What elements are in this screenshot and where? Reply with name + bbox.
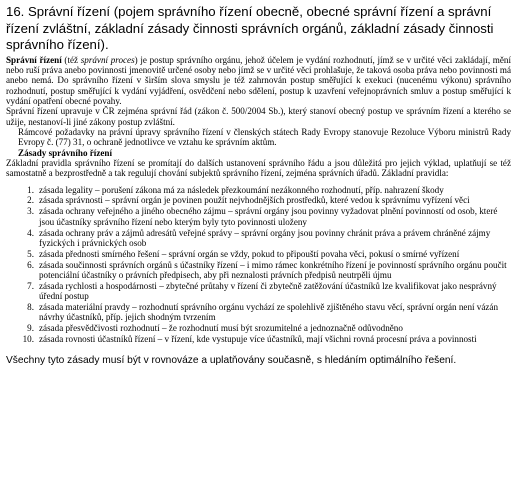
- list-item-text: zásada materiální pravdy – rozhodnutí správního orgánu vychází ze spolehlivě zjištěného stavu věcí, správní orgán není vázán návrhy účastníků, příp. jejich shodným tvrzením: [39, 301, 498, 323]
- list-item: [6, 185, 511, 195]
- list-item-text: zásada rovnosti účastníků řízení – v řízení, kde vystupuje více účastníků, mají všichni rovná procesní práva a povinnosti: [39, 333, 477, 344]
- conclusion-paragraph: Všechny tyto zásady musí být v rovnováze a uplatňovány současně, s hledáním optimálního řešení.: [6, 355, 457, 367]
- list-item-text: zásada správnosti – správní orgán je povinen použít nejvhodnějších prostředků, které vedou k správnímu vyřízení věci: [39, 195, 470, 206]
- list-item: [6, 228, 511, 249]
- list-item: [6, 195, 511, 205]
- list-item: [6, 249, 511, 259]
- list-item-text: zásada součinnosti správních orgánů s účastníky řízení – i mimo rámec konkrétního řízení je povinností správního orgánu poučit potenciální účastníky o právních předpisech, aby při neznalosti právních předpisů neutrpěli újmu: [39, 259, 507, 280]
- list-item-text: zásada přesvědčivosti rozhodnutí – že rozhodnutí musí být srozumitelné a jednoznačně odůvodněno: [39, 323, 403, 334]
- list-item: [6, 206, 511, 227]
- council-of-europe-paragraph: Rámcové požadavky na právní úpravy správního řízení v členských státech Rady Evropy stanovuje Rezoluce Výboru ministrů Rady Evropy č. (77) 31, o ochraně jednotlivce ve vztahu ke správním aktům.: [18, 126, 511, 148]
- list-item-number: 4.: [27, 227, 34, 238]
- section-heading: 16. Správní řízení (pojem správního řízení obecně, obecné správní řízení a správní řízení zvláštní, základní zásady činnosti správních orgánů, základní zásady činnosti správního řízení).: [6, 4, 494, 52]
- list-item-text: zásada rychlosti a hospodárnosti – zbytečné průtahy v řízení či zbytečně zatěžování účastníků lze kvalifikovat jako nesprávný úřední postup: [39, 280, 497, 302]
- legal-basis-paragraph: Správní řízení upravuje v ČR zejména správní řád (zákon č. 500/2004 Sb.), který stanoví obecný postup ve správním řízení a kterého se užije, nestanoví-li jiné zákony postup zvláštní.: [6, 106, 511, 127]
- list-item-number: 2.: [27, 195, 34, 206]
- list-item-number: 10.: [22, 333, 34, 344]
- list-item-number: 7.: [27, 280, 34, 291]
- list-item-number: 3.: [27, 206, 34, 217]
- list-item-text: zásada ochrany veřejného a jiného obecného zájmu – správní orgány jsou povinny vyžadovat plnění povinností od osob, které jsou účastníky správního řízení nebo kterým byly tyto povinnosti uloženy: [39, 206, 498, 227]
- principles-list: [6, 185, 511, 345]
- list-item-number: 5.: [27, 248, 34, 259]
- list-item-number: 6.: [27, 259, 34, 270]
- list-item-text: zásada ochrany práv a zájmů adresátů veřejné správy – správní orgány jsou povinny chránit práva a právem chráněné zájmy fyzických i právnických osob: [39, 227, 491, 248]
- term-correctional-proceeding: Správní řízení: [6, 54, 62, 65]
- list-item: [6, 302, 511, 323]
- list-item: [6, 334, 511, 344]
- list-item: [6, 323, 511, 333]
- intro-definition: ) je postup správního orgánu, jehož účelem je vydání rozhodnutí, jímž se v určité věci zakládají, mění nebo ruší práva anebo povinnosti jmenovitě určené osoby nebo jímž se v určité věci prohlašuje, že taková osoba práva nebo povinnosti má anebo nemá. Do správního řízení v širším slova smyslu je též zahrnován postup směřující k exekuci (nucenému výkonu) správního rozhodnutí, postup směřující k vydání vyjádření, osvědčení nebo sdělení, postup k uzavření veřejnoprávních smluv a postup směřující k vydání opatření obecné povahy.: [6, 54, 511, 106]
- list-item-number: 1.: [27, 184, 34, 195]
- term-synonym: správní proces: [80, 54, 135, 65]
- intro-paragraph: [6, 55, 511, 107]
- list-item: [6, 260, 511, 281]
- document: [6, 4, 511, 367]
- list-item-text: zásada přednosti smírného řešení – správní orgán se vždy, pokud to připouští povaha věci, pokusí o smírné vyřízení: [39, 248, 460, 259]
- list-item-text: zásada legality – porušení zákona má za následek přezkoumání nezákonného rozhodnutí, příp. nahrazení škody: [39, 184, 444, 195]
- principles-intro: Základní pravidla správního řízení se promítají do dalších ustanovení správního řádu a jsou důležitá pro jejich výklad, uplatňují se též samostatně a bezprostředně a tak regulují chování subjektů správního řízení, zejména správních úřadů. Základní pravidla:: [6, 157, 511, 179]
- principles-heading: Zásady správního řízení: [18, 147, 112, 158]
- list-item-number: 8.: [27, 301, 34, 312]
- list-item-number: 9.: [27, 323, 34, 334]
- document-body: [6, 55, 511, 345]
- list-item: [6, 281, 511, 302]
- term-paren-open: (též: [61, 54, 81, 65]
